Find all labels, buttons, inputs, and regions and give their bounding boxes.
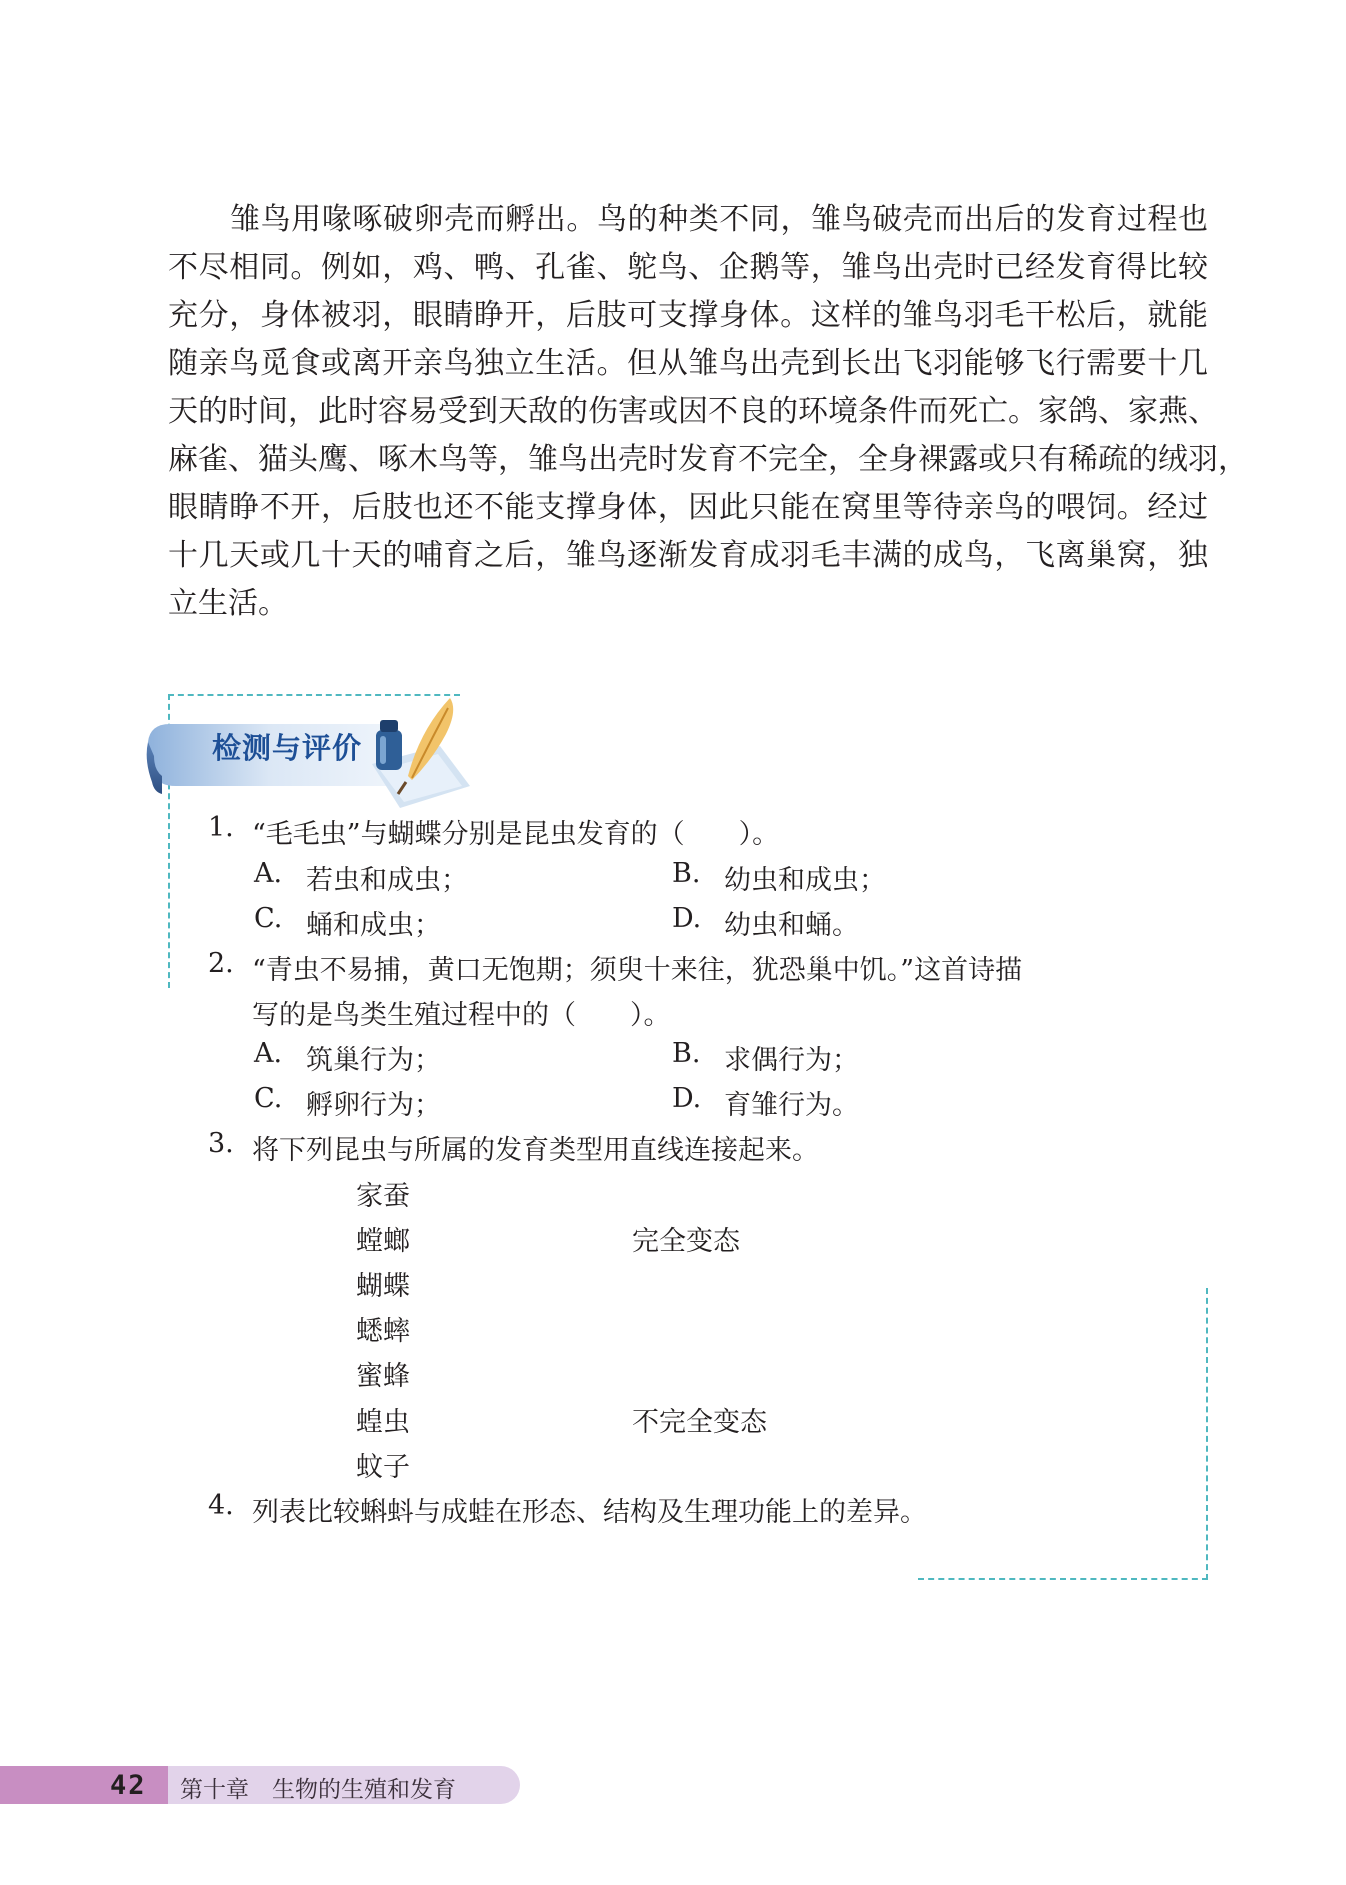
development-type: 不完全变态 — [632, 1407, 767, 1438]
question-4-text: 列表比较蝌蚪与成蛙在形态、结构及生理功能上的差异。 — [252, 1497, 927, 1528]
option-letter: C. — [254, 1083, 283, 1114]
question-3-number: 3. — [208, 1128, 234, 1159]
paragraph-line: 十几天或几十天的哺育之后，雏鸟逐渐发育成羽毛丰满的成鸟，飞离巢窝，独 — [168, 538, 1208, 573]
insect-item: 蜜蜂 — [356, 1361, 410, 1392]
paragraph-line: 麻雀、猫头鹰、啄木鸟等，雏鸟出壳时发育不完全，全身裸露或只有稀疏的绒羽， — [168, 442, 1248, 477]
question-3-text: 将下列昆虫与所属的发育类型用直线连接起来。 — [252, 1135, 819, 1166]
option-letter: B. — [672, 858, 701, 889]
question-1-text: “毛毛虫”与蝴蝶分别是昆虫发育的（ ）。 — [252, 819, 780, 850]
section-title: 检测与评价 — [212, 731, 363, 765]
option-text: 求偶行为； — [724, 1045, 859, 1076]
option-text: 幼虫和蛹。 — [724, 910, 859, 941]
option-text: 孵卵行为； — [306, 1090, 441, 1121]
question-2-text: 写的是鸟类生殖过程中的（ ）。 — [252, 1000, 671, 1031]
insect-item: 蝗虫 — [356, 1407, 410, 1438]
paragraph-line: 天的时间，此时容易受到天敌的伤害或因不良的环境条件而死亡。家鸽、家燕、 — [168, 394, 1218, 429]
paragraph-line: 眼睛睁不开，后肢也还不能支撑身体，因此只能在窝里等待亲鸟的喂饲。经过 — [168, 490, 1208, 525]
paragraph-line: 随亲鸟觅食或离开亲鸟独立生活。但从雏鸟出壳到长出飞羽能够飞行需要十几 — [168, 346, 1208, 381]
insect-item: 家蚕 — [356, 1181, 410, 1212]
question-2-number: 2. — [208, 948, 234, 979]
option-letter: C. — [254, 903, 283, 934]
insect-item: 蝴蝶 — [356, 1271, 410, 1302]
paragraph-line: 立生活。 — [168, 586, 288, 621]
question-1-number: 1. — [208, 812, 234, 843]
insect-item: 蟋蟀 — [356, 1316, 410, 1347]
option-text: 筑巢行为； — [306, 1045, 441, 1076]
development-type: 完全变态 — [632, 1226, 740, 1257]
paragraph-line: 充分，身体被羽，眼睛睁开，后肢可支撑身体。这样的雏鸟羽毛干松后，就能 — [168, 298, 1208, 333]
option-letter: A. — [254, 1038, 283, 1069]
option-text: 育雏行为。 — [724, 1090, 859, 1121]
option-text: 若虫和成虫； — [306, 865, 468, 896]
page-number: 42 — [110, 1770, 147, 1801]
chapter-title: 第十章 生物的生殖和发育 — [180, 1777, 456, 1803]
option-letter: D. — [672, 1083, 702, 1114]
paragraph-line: 雏鸟用喙啄破卵壳而孵出。鸟的种类不同，雏鸟破壳而出后的发育过程也 — [230, 202, 1208, 237]
exercise-border-right — [1206, 1288, 1208, 1580]
exercise-border-bottom — [918, 1578, 1208, 1580]
section-banner — [140, 690, 480, 810]
option-text: 蛹和成虫； — [306, 910, 441, 941]
insect-item: 蚊子 — [356, 1452, 410, 1483]
option-letter: D. — [672, 903, 702, 934]
insect-item: 螳螂 — [356, 1226, 410, 1257]
question-2-text: “青虫不易捕，黄口无饱期；须臾十来往，犹恐巢中饥。”这首诗描 — [252, 955, 1023, 986]
option-letter: A. — [254, 858, 283, 889]
option-letter: B. — [672, 1038, 701, 1069]
page-footer — [0, 1766, 530, 1804]
body-paragraph — [168, 196, 1248, 628]
question-4-number: 4. — [208, 1490, 234, 1521]
paragraph-line: 不尽相同。例如，鸡、鸭、孔雀、鸵鸟、企鹅等，雏鸟出壳时已经发育得比较 — [168, 250, 1208, 285]
option-text: 幼虫和成虫； — [724, 865, 886, 896]
